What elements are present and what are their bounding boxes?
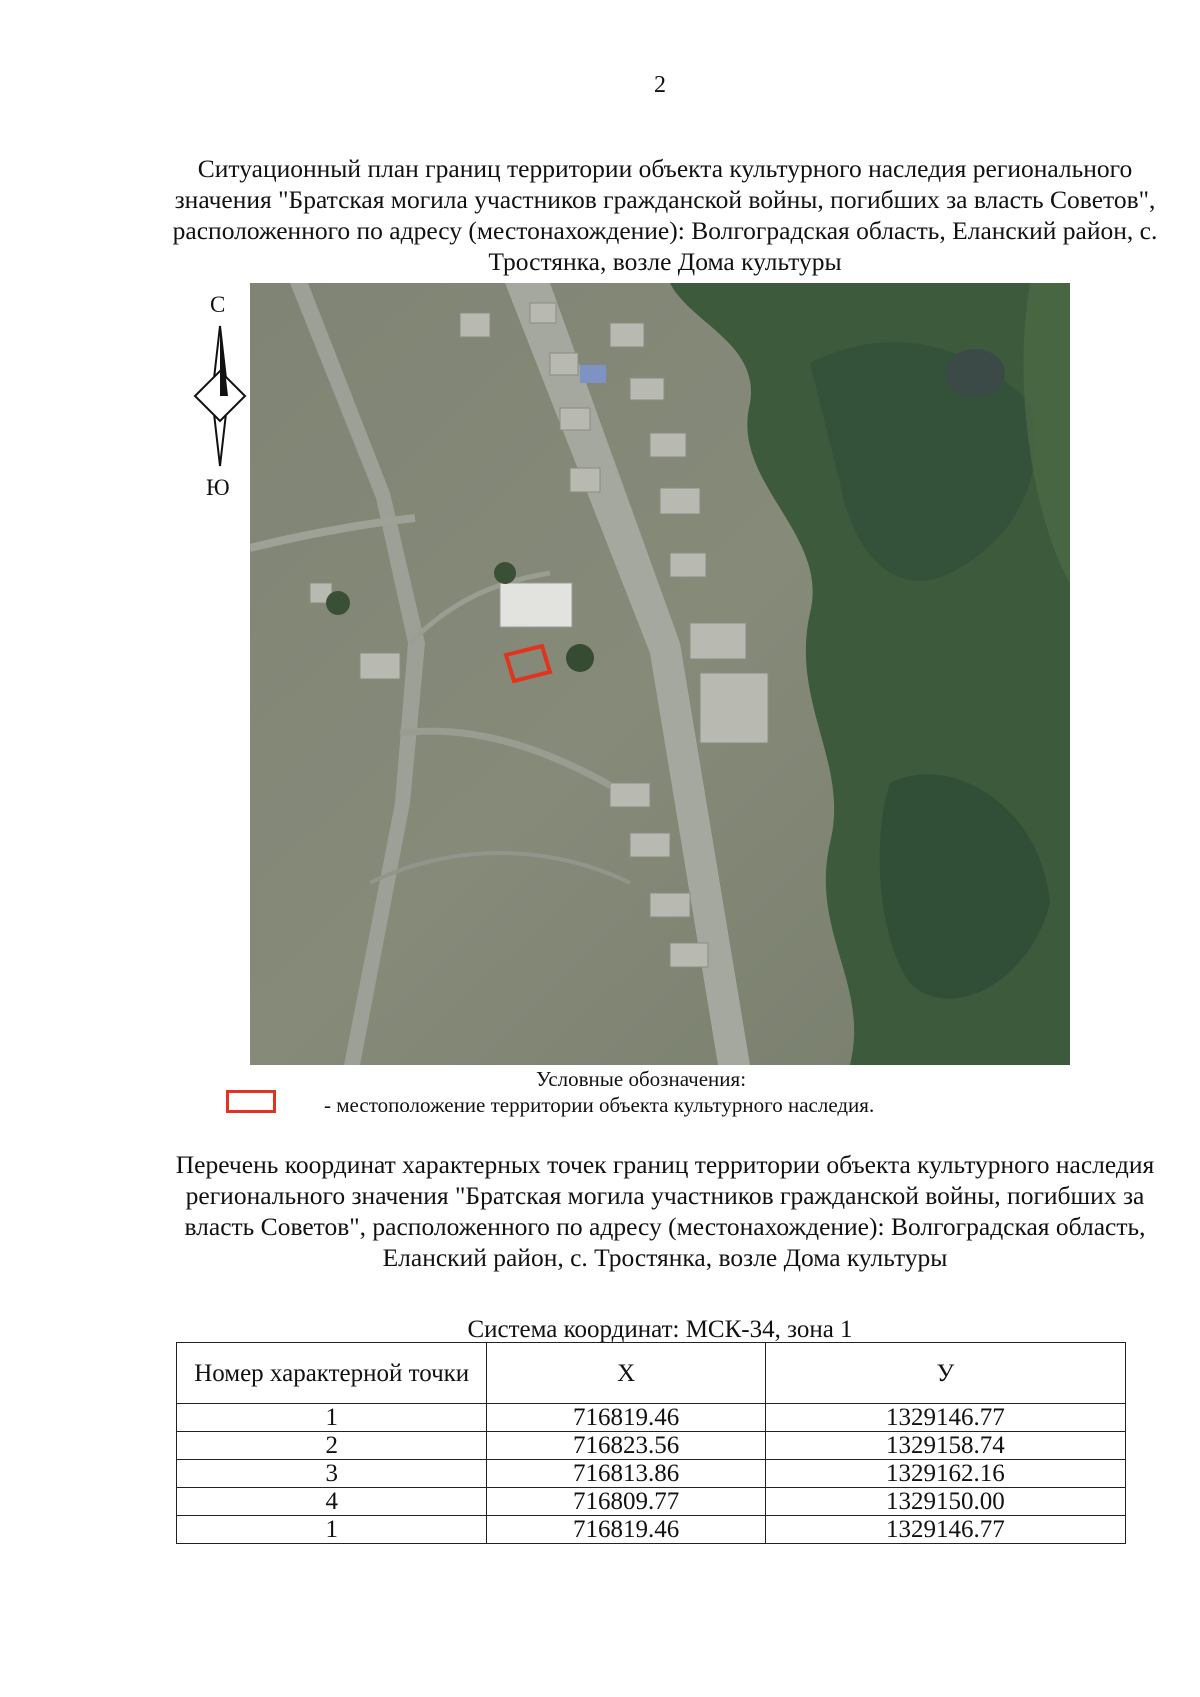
table-cell-x: 716809.77 [487,1488,765,1516]
table-header-row [177,1343,1126,1404]
table-cell-y: 1329162.16 [765,1460,1125,1488]
table-cell-point: 1 [177,1516,487,1544]
compass-icon [180,296,260,496]
compass-south-label: Ю [206,475,230,500]
plan-title: Ситуационный план границ территории объекта культурного наследия регионального значения "Братская могила участников гражданской войны, погибших за власть Советов", расположенного по адресу (местонахождение): Волгоградская область, Еланский район, с. Тростянка, возле Дома культуры [172,154,1158,276]
table-row [177,1432,1126,1460]
table-cell-y: 1329146.77 [765,1404,1125,1432]
table-cell-x: 716823.56 [487,1432,765,1460]
table-cell-y: 1329146.77 [765,1516,1125,1544]
table-header-point: Номер характерной точки [177,1343,487,1404]
table-row [177,1488,1126,1516]
table-row [177,1460,1126,1488]
table-cell-point: 3 [177,1460,487,1488]
coordinate-system-label: Система координат: МСК-34, зона 1 [467,1316,853,1343]
satellite-image [250,283,1070,1065]
satellite-map [250,283,1070,1065]
legend-title: Условные обозначения: [536,1067,747,1091]
table-row [177,1516,1126,1544]
table-cell-y: 1329158.74 [765,1432,1125,1460]
table-cell-point: 1 [177,1404,487,1432]
table-cell-x: 716819.46 [487,1516,765,1544]
coordinates-table [176,1342,1126,1544]
table-cell-point: 4 [177,1488,487,1516]
compass-north-label: С [210,292,226,317]
page-number: 2 [654,72,666,98]
table-row [177,1404,1126,1432]
table-cell-x: 716813.86 [487,1460,765,1488]
table-cell-point: 2 [177,1432,487,1460]
table-header-x: Х [487,1343,765,1404]
table-header-y: У [765,1343,1125,1404]
table-cell-y: 1329150.00 [765,1488,1125,1516]
legend-item-text: - местоположение территории объекта культурного наследия. [324,1093,875,1117]
legend-swatch [226,1090,276,1113]
table-cell-x: 716819.46 [487,1404,765,1432]
coordinates-title: Перечень координат характерных точек границ территории объекта культурного наследия регионального значения "Братская могила участников гражданской войны, погибших за власть Советов", расположенного по адресу (местонахождение): Волгоградская область, Еланский район, с. Тростянка, возле Дома культуры [175,1150,1155,1272]
